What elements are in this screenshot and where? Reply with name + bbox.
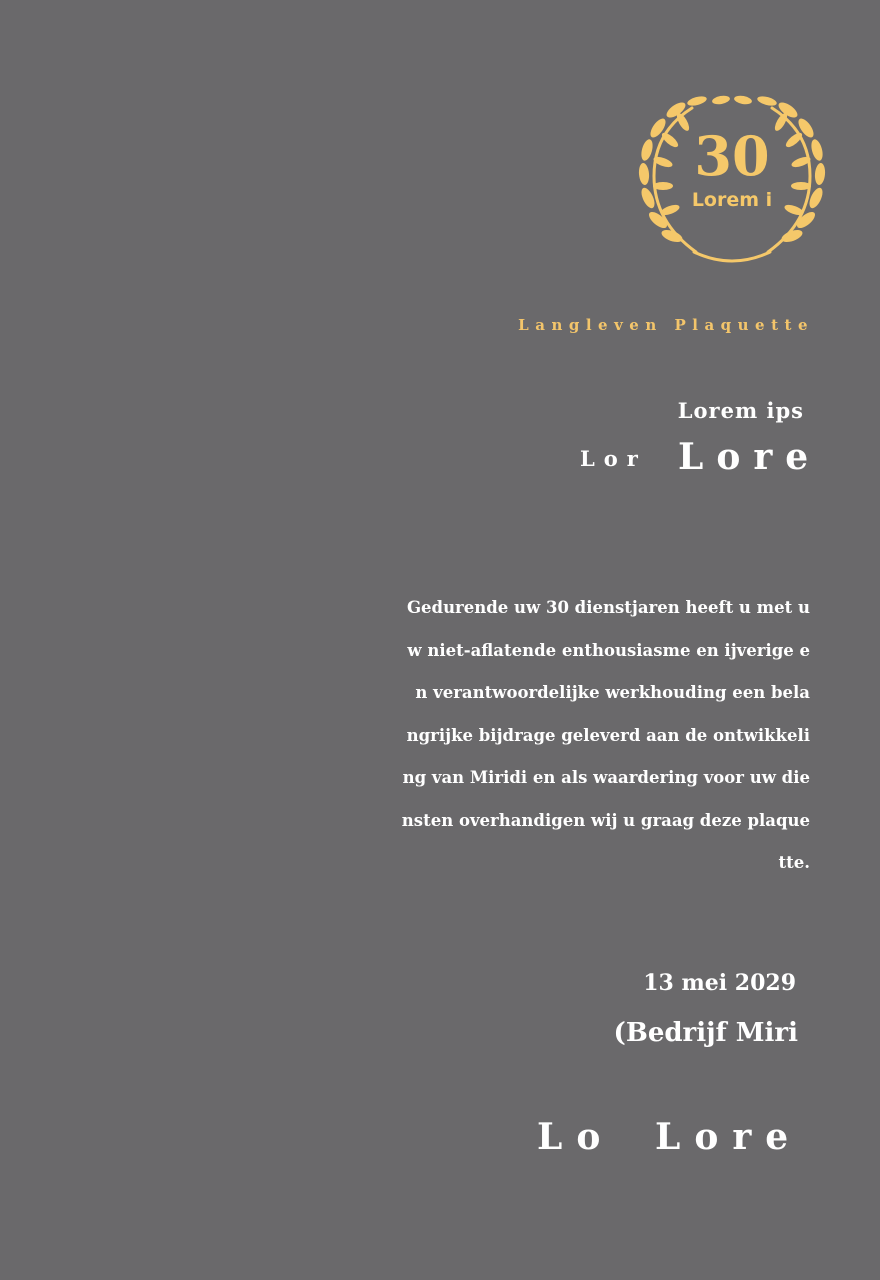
badge-caption: Lorem i xyxy=(691,189,773,211)
badge-years: 30 xyxy=(694,124,770,188)
message-line: Gedurende uw 30 dienstjaren heeft u met u xyxy=(406,598,810,617)
message-line: n verantwoordelijke werkhouding een bela xyxy=(415,683,810,702)
signer-first-name: Lo xyxy=(537,1116,615,1158)
recipient-last-name: Lore xyxy=(678,436,822,478)
message-line: tte. xyxy=(778,853,810,872)
message-line: ng van Miridi en als waardering voor uw die xyxy=(402,768,810,787)
recipient-first-name: Lor xyxy=(580,446,647,471)
plaque-type-label: Langleven Plaquette xyxy=(518,316,814,334)
message-line: nsten overhandigen wij u graag deze plaque xyxy=(401,810,810,830)
message-line: ngrijke bijdrage geleverd aan de ontwikkeli xyxy=(406,725,810,745)
recipient-title: Lorem ips xyxy=(677,398,804,423)
message-body xyxy=(370,587,810,885)
signer-last-name: Lore xyxy=(655,1116,803,1158)
award-date: 13 mei 2029 xyxy=(643,970,796,996)
message-line: w niet-aflatende enthousiasme en ijverige e xyxy=(407,640,810,660)
company-name: (Bedrijf Miri xyxy=(613,1018,798,1048)
anniversary-badge xyxy=(636,94,828,270)
